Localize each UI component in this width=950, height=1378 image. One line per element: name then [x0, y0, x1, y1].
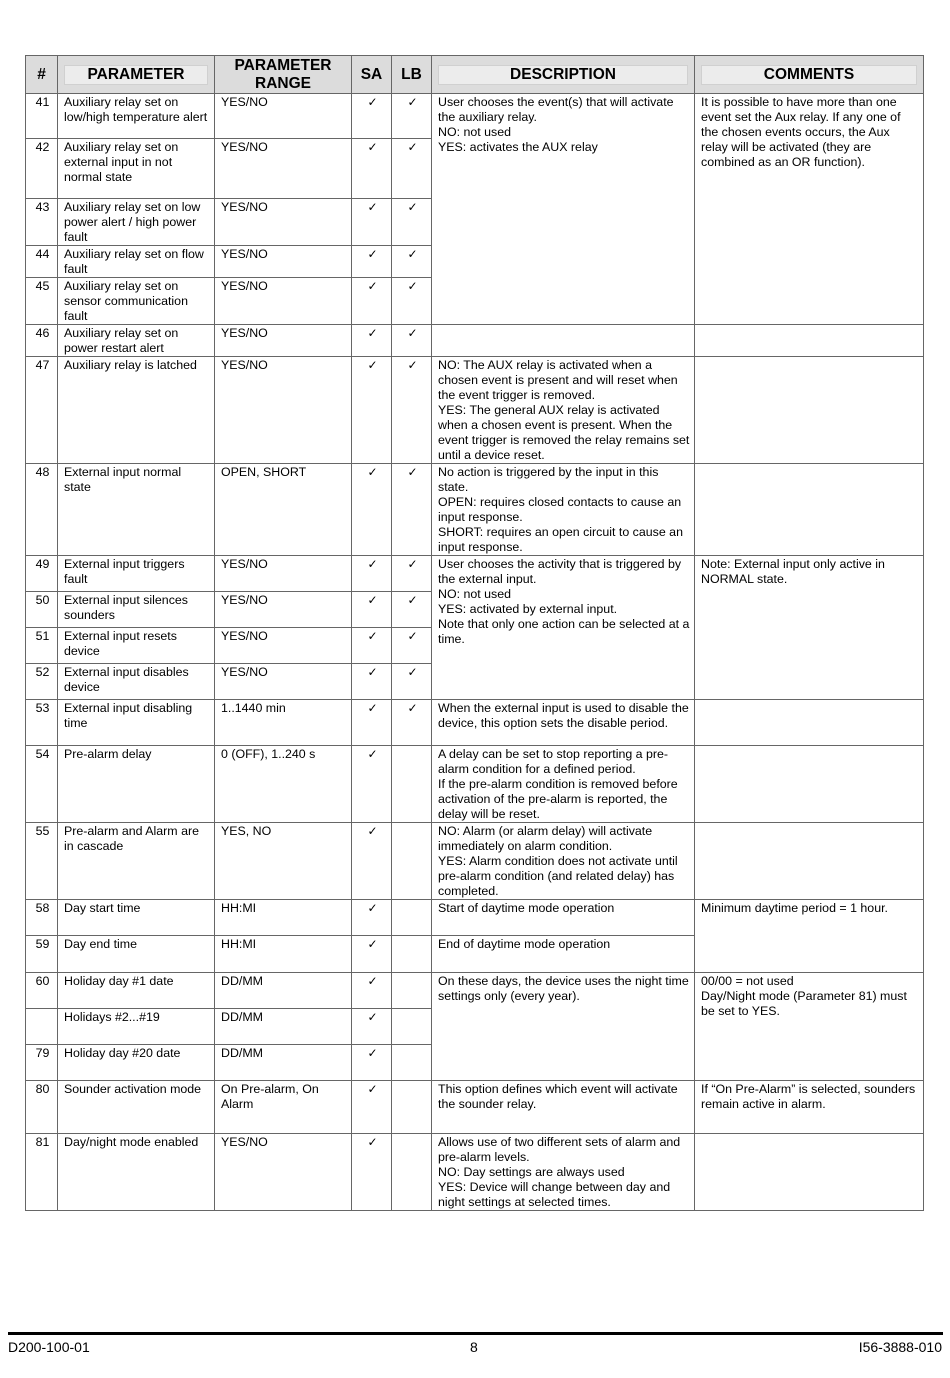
lb-check: ✓: [392, 464, 432, 556]
row-number: 41: [26, 94, 58, 139]
row-number: 45: [26, 278, 58, 325]
lb-check: ✓: [392, 246, 432, 278]
parameter-name: Holiday day #1 date: [58, 973, 215, 1009]
table-row: [26, 900, 924, 936]
sa-check: ✓: [352, 1009, 392, 1045]
parameter-range: YES/NO: [215, 94, 352, 139]
header-comments: COMMENTS: [695, 56, 924, 94]
table-row: [26, 823, 924, 900]
parameter-name: Holiday day #20 date: [58, 1045, 215, 1081]
parameter-range: DD/MM: [215, 973, 352, 1009]
sa-check: ✓: [352, 664, 392, 700]
comments-cell: Minimum daytime period = 1 hour.: [695, 900, 924, 973]
parameter-range: YES/NO: [215, 325, 352, 357]
parameter-name: Auxiliary relay set on external input in not normal state: [58, 139, 215, 199]
lb-check: ✓: [392, 628, 432, 664]
row-number: [26, 1009, 58, 1045]
table-header-row: [26, 56, 924, 94]
parameter-name: Auxiliary relay set on low power alert / high power fault: [58, 199, 215, 246]
sa-check: ✓: [352, 900, 392, 936]
row-number: 81: [26, 1134, 58, 1211]
lb-check: [392, 823, 432, 900]
row-number: 54: [26, 746, 58, 823]
row-number: 46: [26, 325, 58, 357]
sa-check: ✓: [352, 556, 392, 592]
sa-check: ✓: [352, 973, 392, 1009]
sa-check: ✓: [352, 325, 392, 357]
parameter-range: DD/MM: [215, 1045, 352, 1081]
parameter-range: YES/NO: [215, 357, 352, 464]
parameter-name: Day/night mode enabled: [58, 1134, 215, 1211]
row-number: 53: [26, 700, 58, 746]
parameter-range: YES/NO: [215, 246, 352, 278]
row-number: 42: [26, 139, 58, 199]
sa-check: ✓: [352, 1134, 392, 1211]
parameter-range: YES/NO: [215, 556, 352, 592]
comments-cell: [695, 325, 924, 357]
parameter-name: Sounder activation mode: [58, 1081, 215, 1134]
parameter-name: External input normal state: [58, 464, 215, 556]
lb-check: ✓: [392, 94, 432, 139]
row-number: 49: [26, 556, 58, 592]
sa-check: ✓: [352, 464, 392, 556]
description-cell: [432, 325, 695, 357]
comments-cell: [695, 1134, 924, 1211]
parameter-name: Auxiliary relay set on power restart alert: [58, 325, 215, 357]
description-cell: No action is triggered by the input in this state. OPEN: requires closed contacts to cause an input response. SHORT: requires an open circuit to cause an input response.: [432, 464, 695, 556]
row-number: 47: [26, 357, 58, 464]
comments-cell: If “On Pre-Alarm” is selected, sounders remain active in alarm.: [695, 1081, 924, 1134]
parameter-range: YES/NO: [215, 139, 352, 199]
row-number: 60: [26, 973, 58, 1009]
row-number: 48: [26, 464, 58, 556]
lb-check: [392, 1134, 432, 1211]
lb-check: [392, 1081, 432, 1134]
row-number: 55: [26, 823, 58, 900]
comments-cell: Note: External input only active in NORMAL state.: [695, 556, 924, 700]
sa-check: ✓: [352, 1045, 392, 1081]
header-parameter: PARAMETER: [58, 56, 215, 94]
parameter-range: DD/MM: [215, 1009, 352, 1045]
footer-doc-number: D200-100-01: [8, 1339, 90, 1355]
parameter-range: OPEN, SHORT: [215, 464, 352, 556]
footer-ref-number: I56-3888-010: [858, 1339, 942, 1355]
lb-check: [392, 1045, 432, 1081]
description-cell: Start of daytime mode operation: [432, 900, 695, 936]
parameter-range: YES, NO: [215, 823, 352, 900]
lb-check: ✓: [392, 199, 432, 246]
parameter-name: External input silences sounders: [58, 592, 215, 628]
table-row: [26, 700, 924, 746]
parameter-table: [25, 55, 924, 1211]
description-cell: Allows use of two different sets of alarm and pre-alarm levels. NO: Day settings are always used YES: Device will change between day and night settings at selected times.: [432, 1134, 695, 1211]
parameter-name: Pre-alarm delay: [58, 746, 215, 823]
sa-check: ✓: [352, 592, 392, 628]
description-cell: When the external input is used to disable the device, this option sets the disable period.: [432, 700, 695, 746]
parameter-name: Auxiliary relay is latched: [58, 357, 215, 464]
row-number: 44: [26, 246, 58, 278]
parameter-range: YES/NO: [215, 664, 352, 700]
lb-check: ✓: [392, 278, 432, 325]
parameter-range: YES/NO: [215, 1134, 352, 1211]
parameter-name: Auxiliary relay set on flow fault: [58, 246, 215, 278]
table-row: [26, 357, 924, 464]
parameter-range: HH:MI: [215, 900, 352, 936]
comments-cell: [695, 823, 924, 900]
parameter-range: On Pre-alarm, On Alarm: [215, 1081, 352, 1134]
sa-check: ✓: [352, 823, 392, 900]
footer-rule: [8, 1332, 943, 1335]
lb-check: [392, 900, 432, 936]
row-number: 43: [26, 199, 58, 246]
sa-check: ✓: [352, 746, 392, 823]
sa-check: ✓: [352, 1081, 392, 1134]
header-description: DESCRIPTION: [432, 56, 695, 94]
footer-page-number: 8: [470, 1339, 478, 1355]
row-number: 51: [26, 628, 58, 664]
parameter-range: YES/NO: [215, 592, 352, 628]
sa-check: ✓: [352, 94, 392, 139]
description-cell: User chooses the event(s) that will activate the auxiliary relay. NO: not used YES: activates the AUX relay: [432, 94, 695, 325]
sa-check: ✓: [352, 357, 392, 464]
sa-check: ✓: [352, 628, 392, 664]
lb-check: ✓: [392, 325, 432, 357]
comments-cell: It is possible to have more than one event set the Aux relay. If any one of the chosen events occurs, the Aux relay will be activated (they are combined as an OR function).: [695, 94, 924, 325]
lb-check: [392, 1009, 432, 1045]
table-row: [26, 556, 924, 592]
parameter-name: External input disables device: [58, 664, 215, 700]
parameter-range: HH:MI: [215, 936, 352, 973]
lb-check: ✓: [392, 357, 432, 464]
sa-check: ✓: [352, 278, 392, 325]
row-number: 52: [26, 664, 58, 700]
parameter-name: External input triggers fault: [58, 556, 215, 592]
table-row: [26, 94, 924, 139]
description-cell: NO: Alarm (or alarm delay) will activate immediately on alarm condition. YES: Alarm condition does not activate until pre-alarm condition (and related delay) has completed.: [432, 823, 695, 900]
row-number: 79: [26, 1045, 58, 1081]
parameter-name: External input disabling time: [58, 700, 215, 746]
parameter-name: Auxiliary relay set on sensor communication fault: [58, 278, 215, 325]
lb-check: ✓: [392, 700, 432, 746]
comments-cell: 00/00 = not used Day/Night mode (Parameter 81) must be set to YES.: [695, 973, 924, 1081]
sa-check: ✓: [352, 199, 392, 246]
lb-check: ✓: [392, 664, 432, 700]
row-number: 50: [26, 592, 58, 628]
parameter-range: 0 (OFF), 1..240 s: [215, 746, 352, 823]
header-lb: LB: [392, 56, 432, 94]
parameter-name: Pre-alarm and Alarm are in cascade: [58, 823, 215, 900]
lb-check: [392, 746, 432, 823]
parameter-name: Holidays #2...#19: [58, 1009, 215, 1045]
description-cell: This option defines which event will activate the sounder relay.: [432, 1081, 695, 1134]
lb-check: ✓: [392, 592, 432, 628]
parameter-name: External input resets device: [58, 628, 215, 664]
comments-cell: [695, 746, 924, 823]
lb-check: [392, 973, 432, 1009]
row-number: 80: [26, 1081, 58, 1134]
sa-check: ✓: [352, 246, 392, 278]
description-cell: End of daytime mode operation: [432, 936, 695, 973]
table-body: [26, 94, 924, 1211]
lb-check: ✓: [392, 556, 432, 592]
comments-cell: [695, 700, 924, 746]
sa-check: ✓: [352, 700, 392, 746]
table-row: [26, 325, 924, 357]
description-cell: User chooses the activity that is triggered by the external input. NO: not used YES: activated by external input. Note that only one action can be selected at a time.: [432, 556, 695, 700]
sa-check: ✓: [352, 139, 392, 199]
table-row: [26, 746, 924, 823]
parameter-name: Auxiliary relay set on low/high temperature alert: [58, 94, 215, 139]
table-row: [26, 1081, 924, 1134]
table-row: [26, 1134, 924, 1211]
parameter-name: Day start time: [58, 900, 215, 936]
lb-check: ✓: [392, 139, 432, 199]
parameter-range: YES/NO: [215, 278, 352, 325]
comments-cell: [695, 464, 924, 556]
lb-check: [392, 936, 432, 973]
comments-cell: [695, 357, 924, 464]
row-number: 59: [26, 936, 58, 973]
description-cell: NO: The AUX relay is activated when a chosen event is present and will reset when the event trigger is removed. YES: The general AUX relay is activated when a chosen event is present. When the event trigger is removed the relay remains set until a device reset.: [432, 357, 695, 464]
parameter-range: YES/NO: [215, 628, 352, 664]
table-row: [26, 973, 924, 1009]
parameter-range: 1..1440 min: [215, 700, 352, 746]
parameter-range: YES/NO: [215, 199, 352, 246]
description-cell: On these days, the device uses the night time settings only (every year).: [432, 973, 695, 1081]
header-range: PARAMETER RANGE: [215, 56, 352, 94]
description-cell: A delay can be set to stop reporting a pre-alarm condition for a defined period. If the pre-alarm condition is removed before activation of the pre-alarm is reported, the delay will be reset.: [432, 746, 695, 823]
header-sa: SA: [352, 56, 392, 94]
table-row: [26, 464, 924, 556]
header-num: #: [26, 56, 58, 94]
row-number: 58: [26, 900, 58, 936]
sa-check: ✓: [352, 936, 392, 973]
parameter-name: Day end time: [58, 936, 215, 973]
